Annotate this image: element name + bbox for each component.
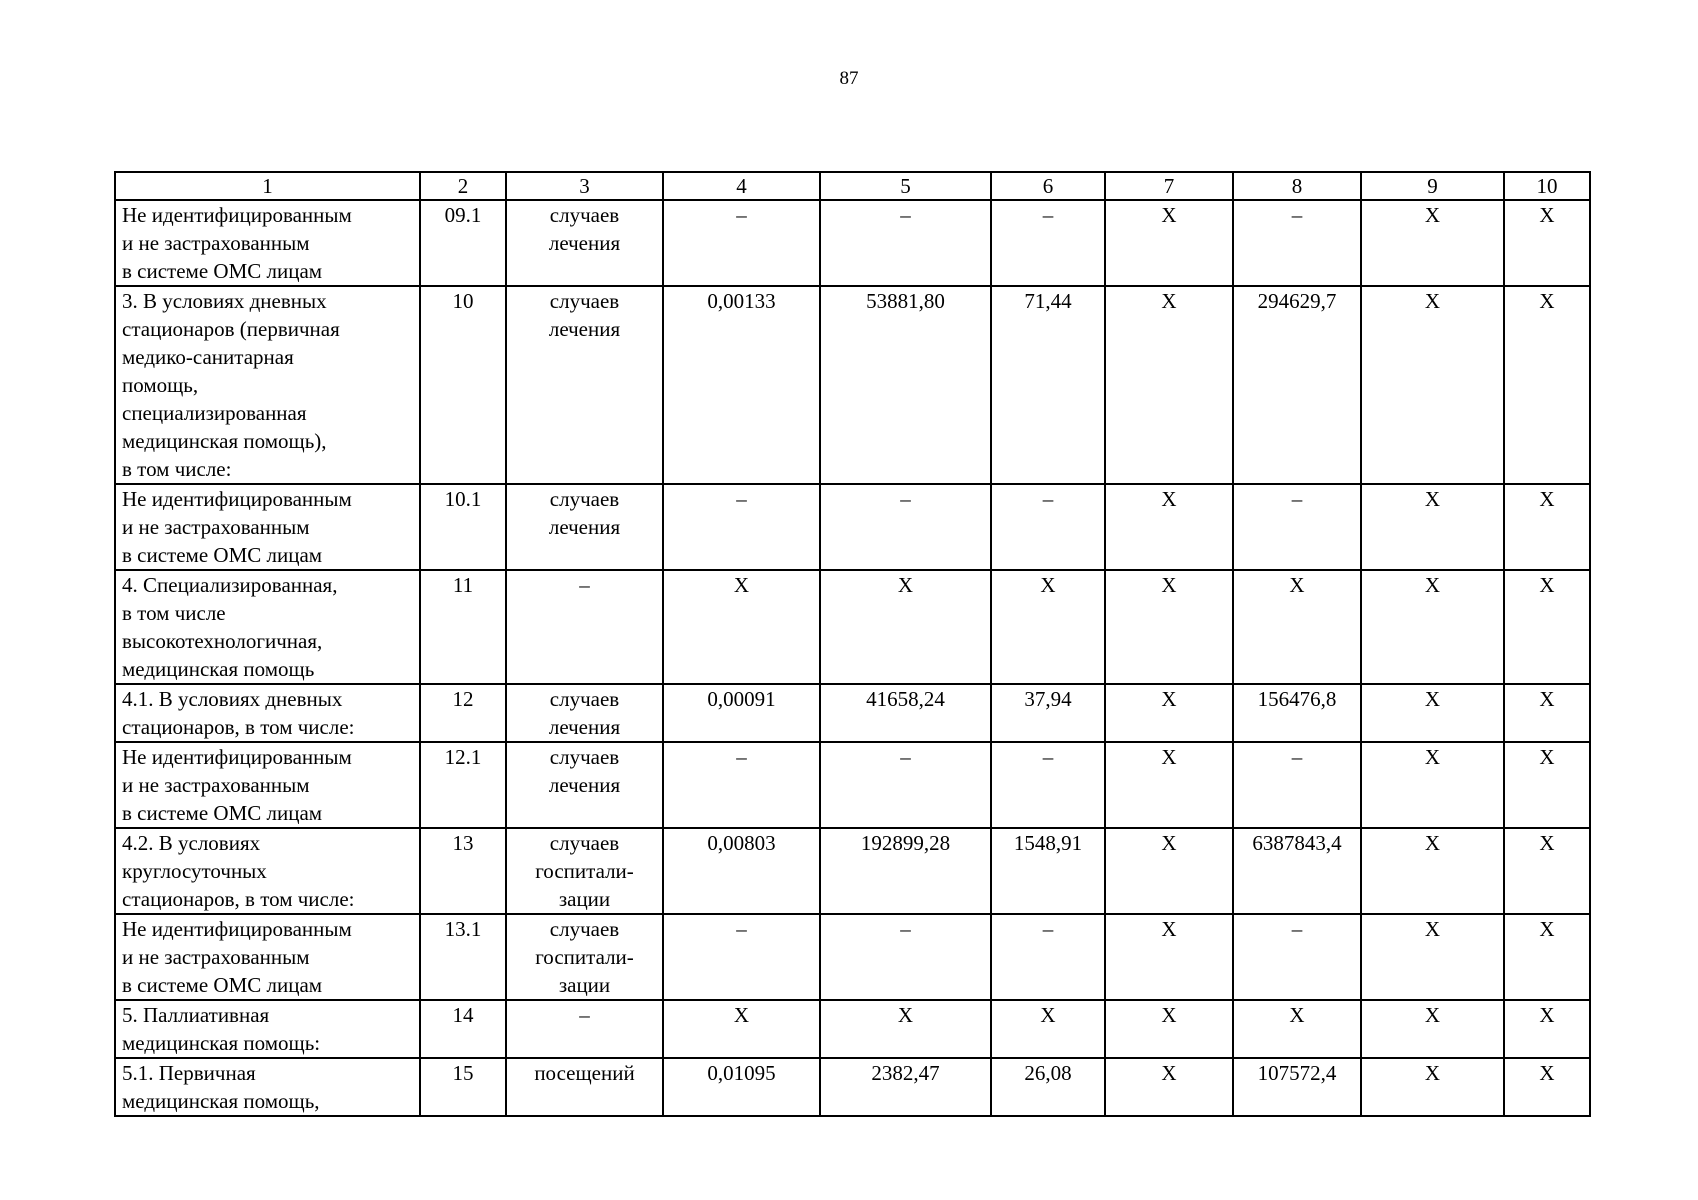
table-cell: Х xyxy=(1105,828,1233,914)
row-code-cell: 13.1 xyxy=(420,914,506,1000)
table-row xyxy=(115,1000,1590,1058)
row-name-cell: 3. В условиях дневных стационаров (первичная медико-санитарная помощь, специализированная медицинская помощь), в том числе: xyxy=(115,286,420,484)
table-row xyxy=(115,570,1590,684)
row-code-cell: 15 xyxy=(420,1058,506,1116)
row-name-cell: 5.1. Первичная медицинская помощь, xyxy=(115,1058,420,1116)
table-cell: Х xyxy=(1361,570,1504,684)
table-cell: Х xyxy=(1105,684,1233,742)
table-row xyxy=(115,286,1590,484)
row-unit-cell: посещений xyxy=(506,1058,663,1116)
row-name-cell: Не идентифицированным и не застрахованным в системе ОМС лицам xyxy=(115,742,420,828)
table-row xyxy=(115,200,1590,286)
table-cell: – xyxy=(1233,742,1361,828)
table-cell: Х xyxy=(1504,684,1590,742)
table-row xyxy=(115,914,1590,1000)
table-cell: Х xyxy=(1504,828,1590,914)
table-cell: Х xyxy=(1361,1000,1504,1058)
table-cell: 71,44 xyxy=(991,286,1105,484)
table-row xyxy=(115,742,1590,828)
row-code-cell: 10 xyxy=(420,286,506,484)
table-cell: Х xyxy=(1504,742,1590,828)
table-cell: – xyxy=(820,742,991,828)
table-cell: 53881,80 xyxy=(820,286,991,484)
table-cell: 294629,7 xyxy=(1233,286,1361,484)
table-header-row xyxy=(115,172,1590,200)
row-unit-cell: случаев лечения xyxy=(506,286,663,484)
table-cell: Х xyxy=(1361,742,1504,828)
header-cell: 4 xyxy=(663,172,820,200)
table-cell: 156476,8 xyxy=(1233,684,1361,742)
row-name-cell: Не идентифицированным и не застрахованным в системе ОМС лицам xyxy=(115,914,420,1000)
table-cell: Х xyxy=(1105,914,1233,1000)
table-cell: Х xyxy=(663,1000,820,1058)
row-unit-cell: – xyxy=(506,1000,663,1058)
row-unit-cell: случаев госпитали- зации xyxy=(506,828,663,914)
table-cell: 0,00803 xyxy=(663,828,820,914)
table-cell: Х xyxy=(1105,484,1233,570)
table-cell: Х xyxy=(1105,742,1233,828)
table-cell: Х xyxy=(1504,200,1590,286)
table-cell: Х xyxy=(1361,684,1504,742)
table-cell: – xyxy=(820,914,991,1000)
header-cell: 9 xyxy=(1361,172,1504,200)
table-cell: – xyxy=(663,200,820,286)
row-code-cell: 12.1 xyxy=(420,742,506,828)
table-cell: Х xyxy=(1504,286,1590,484)
table-cell: – xyxy=(820,484,991,570)
table-row xyxy=(115,1058,1590,1116)
table-cell: – xyxy=(663,742,820,828)
table-cell: Х xyxy=(820,570,991,684)
table-cell: Х xyxy=(1233,570,1361,684)
table-cell: Х xyxy=(1361,484,1504,570)
table-cell: Х xyxy=(1233,1000,1361,1058)
row-code-cell: 12 xyxy=(420,684,506,742)
table-row xyxy=(115,684,1590,742)
header-cell: 7 xyxy=(1105,172,1233,200)
header-cell: 2 xyxy=(420,172,506,200)
table-cell: Х xyxy=(1504,1000,1590,1058)
table-cell: Х xyxy=(1361,828,1504,914)
header-cell: 10 xyxy=(1504,172,1590,200)
table-cell: 1548,91 xyxy=(991,828,1105,914)
header-cell: 3 xyxy=(506,172,663,200)
page-number: 87 xyxy=(839,68,859,89)
row-code-cell: 13 xyxy=(420,828,506,914)
table-cell: 26,08 xyxy=(991,1058,1105,1116)
header-cell: 5 xyxy=(820,172,991,200)
table-cell: – xyxy=(1233,200,1361,286)
table-cell: – xyxy=(1233,914,1361,1000)
row-name-cell: 4.1. В условиях дневных стационаров, в том числе: xyxy=(115,684,420,742)
row-code-cell: 11 xyxy=(420,570,506,684)
row-unit-cell: – xyxy=(506,570,663,684)
table-row xyxy=(115,828,1590,914)
table-cell: Х xyxy=(1361,286,1504,484)
table-cell: – xyxy=(820,200,991,286)
table-row xyxy=(115,484,1590,570)
table-cell: 0,00133 xyxy=(663,286,820,484)
table-cell: – xyxy=(991,200,1105,286)
data-table xyxy=(114,171,1591,1117)
row-name-cell: 5. Паллиативная медицинская помощь: xyxy=(115,1000,420,1058)
table-cell: Х xyxy=(1504,914,1590,1000)
table-cell: 41658,24 xyxy=(820,684,991,742)
table-cell: Х xyxy=(663,570,820,684)
table-cell: Х xyxy=(991,570,1105,684)
table-cell: Х xyxy=(1504,484,1590,570)
row-code-cell: 14 xyxy=(420,1000,506,1058)
row-code-cell: 09.1 xyxy=(420,200,506,286)
row-name-cell: 4. Специализированная, в том числе высокотехнологичная, медицинская помощь xyxy=(115,570,420,684)
row-name-cell: Не идентифицированным и не застрахованным в системе ОМС лицам xyxy=(115,200,420,286)
row-unit-cell: случаев лечения xyxy=(506,484,663,570)
table-cell: Х xyxy=(1361,1058,1504,1116)
table-cell: Х xyxy=(1361,200,1504,286)
table-cell: 0,01095 xyxy=(663,1058,820,1116)
table-cell: Х xyxy=(1504,1058,1590,1116)
table-cell: 192899,28 xyxy=(820,828,991,914)
table-cell: – xyxy=(663,914,820,1000)
table-cell: Х xyxy=(1105,1000,1233,1058)
table-cell: Х xyxy=(1105,1058,1233,1116)
table-cell: 6387843,4 xyxy=(1233,828,1361,914)
table-cell: – xyxy=(991,484,1105,570)
row-unit-cell: случаев лечения xyxy=(506,200,663,286)
table-cell: Х xyxy=(1105,200,1233,286)
row-unit-cell: случаев госпитали- зации xyxy=(506,914,663,1000)
table-cell: Х xyxy=(1105,570,1233,684)
row-unit-cell: случаев лечения xyxy=(506,684,663,742)
row-name-cell: Не идентифицированным и не застрахованным в системе ОМС лицам xyxy=(115,484,420,570)
header-cell: 1 xyxy=(115,172,420,200)
row-name-cell: 4.2. В условиях круглосуточных стационаров, в том числе: xyxy=(115,828,420,914)
row-code-cell: 10.1 xyxy=(420,484,506,570)
table-cell: – xyxy=(663,484,820,570)
table-cell: – xyxy=(991,742,1105,828)
table-cell: 0,00091 xyxy=(663,684,820,742)
table-cell: 107572,4 xyxy=(1233,1058,1361,1116)
table-cell: 37,94 xyxy=(991,684,1105,742)
header-cell: 6 xyxy=(991,172,1105,200)
table-cell: Х xyxy=(991,1000,1105,1058)
row-unit-cell: случаев лечения xyxy=(506,742,663,828)
table-cell: Х xyxy=(820,1000,991,1058)
table-cell: – xyxy=(991,914,1105,1000)
table-cell: Х xyxy=(1361,914,1504,1000)
table-cell: – xyxy=(1233,484,1361,570)
header-cell: 8 xyxy=(1233,172,1361,200)
table-cell: 2382,47 xyxy=(820,1058,991,1116)
table-cell: Х xyxy=(1504,570,1590,684)
table-cell: Х xyxy=(1105,286,1233,484)
